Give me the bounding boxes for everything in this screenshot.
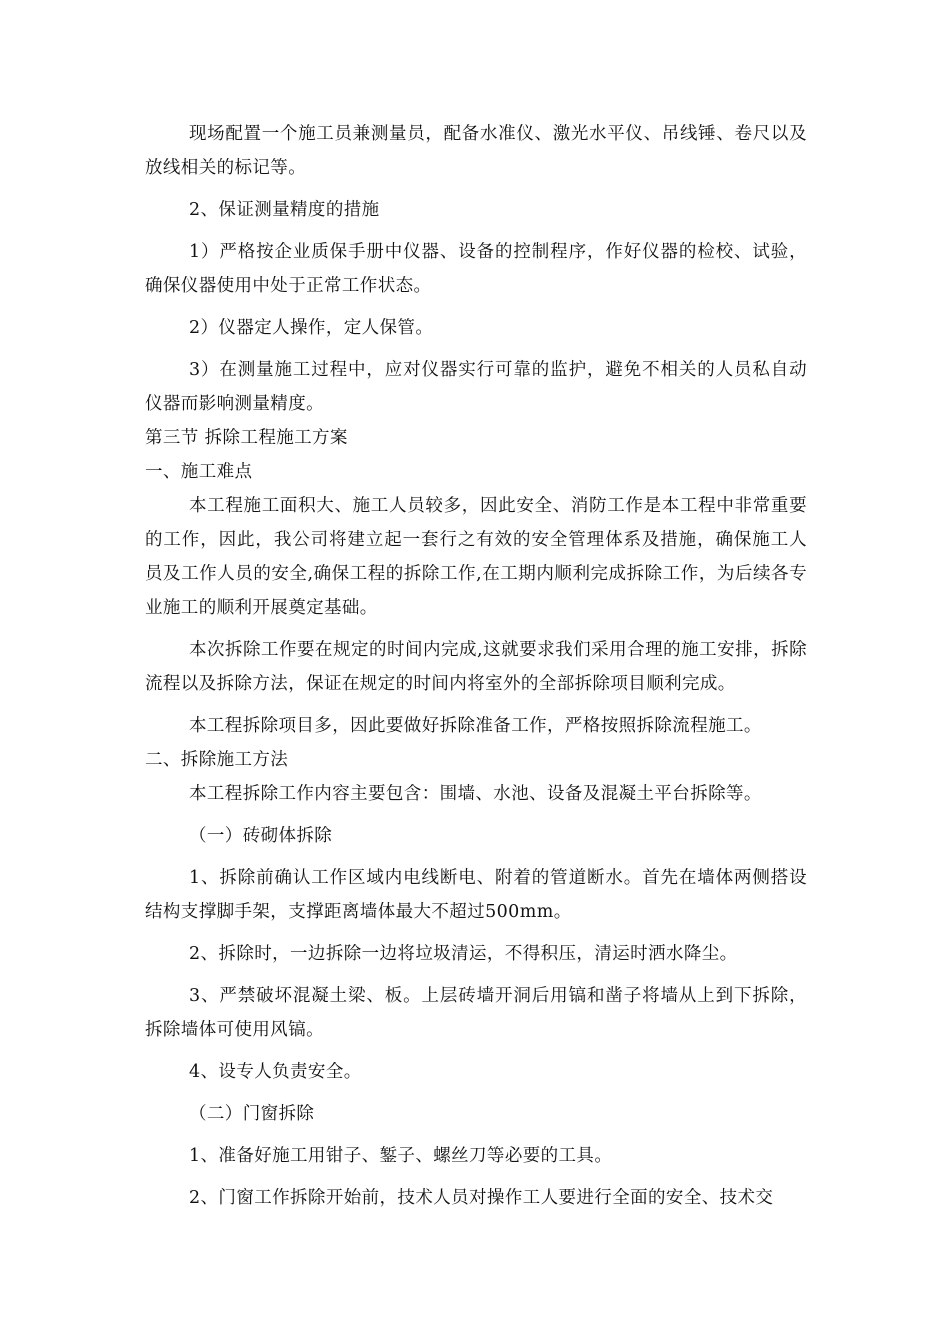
paragraph-safety-management: 本工程施工面积大、施工人员较多，因此安全、消防工作是本工程中非常重要的工作，因此，我公司将建立起一套行之有效的安全管理体系及措施，确保施工人员及工作人员的安全,确保工程的拆除工作,在工期内顺利完成拆除工作，为后续各专业施工的顺利开展奠定基础。 (145, 496, 807, 618)
paragraph-instrument-control: 1）严格按企业质保手册中仪器、设备的控制程序，作好仪器的检校、试验，确保仪器使用中处于正常工作状态。 (145, 242, 807, 296)
paragraph-masonry-step-4: 4、设专人负责安全。 (189, 1062, 362, 1082)
paragraph-instrument-custody: 2）仪器定人操作，定人保管。 (189, 318, 434, 338)
paragraph-schedule-requirement: 本次拆除工作要在规定的时间内完成,这就要求我们采用合理的施工安排，拆除流程以及拆除方法，保证在规定的时间内将室外的全部拆除项目顺利完成。 (145, 640, 807, 694)
heading-door-window-demolition: （二）门窗拆除 (189, 1104, 315, 1124)
paragraph-door-window-step-2: 2、门窗工作拆除开始前，技术人员对操作工人要进行全面的安全、技术交 (189, 1188, 774, 1208)
heading-construction-difficulties: 一、施工难点 (145, 462, 253, 482)
paragraph-demolition-scope: 本工程拆除工作内容主要包含：围墙、水池、设备及混凝土平台拆除等。 (189, 784, 762, 804)
paragraph-demolition-preparation: 本工程拆除项目多，因此要做好拆除准备工作，严格按照拆除流程施工。 (189, 716, 762, 736)
heading-measurement-accuracy: 2、保证测量精度的措施 (189, 200, 380, 220)
paragraph-door-window-step-1: 1、准备好施工用钳子、錾子、螺丝刀等必要的工具。 (189, 1146, 613, 1166)
heading-demolition-methods: 二、拆除施工方法 (145, 750, 289, 770)
section-title-demolition-plan: 第三节 拆除工程施工方案 (145, 428, 348, 448)
paragraph-survey-staffing: 现场配置一个施工员兼测量员，配备水准仪、激光水平仪、吊线锤、卷尺以及放线相关的标记等。 (145, 124, 807, 178)
heading-masonry-demolition: （一）砖砌体拆除 (189, 826, 333, 846)
document-body (145, 117, 807, 1215)
paragraph-masonry-step-3: 3、严禁破坏混凝土梁、板。上层砖墙开洞后用镐和凿子将墙从上到下拆除，拆除墙体可使用风镐。 (145, 986, 807, 1040)
paragraph-masonry-step-1: 1、拆除前确认工作区域内电线断电、附着的管道断水。首先在墙体两侧搭设结构支撑脚手架，支撑距离墙体最大不超过500mm。 (145, 868, 807, 922)
paragraph-instrument-monitoring: 3）在测量施工过程中，应对仪器实行可靠的监护，避免不相关的人员私自动仪器而影响测量精度。 (145, 360, 807, 414)
paragraph-masonry-step-2: 2、拆除时，一边拆除一边将垃圾清运，不得积压，清运时洒水降尘。 (189, 944, 738, 964)
